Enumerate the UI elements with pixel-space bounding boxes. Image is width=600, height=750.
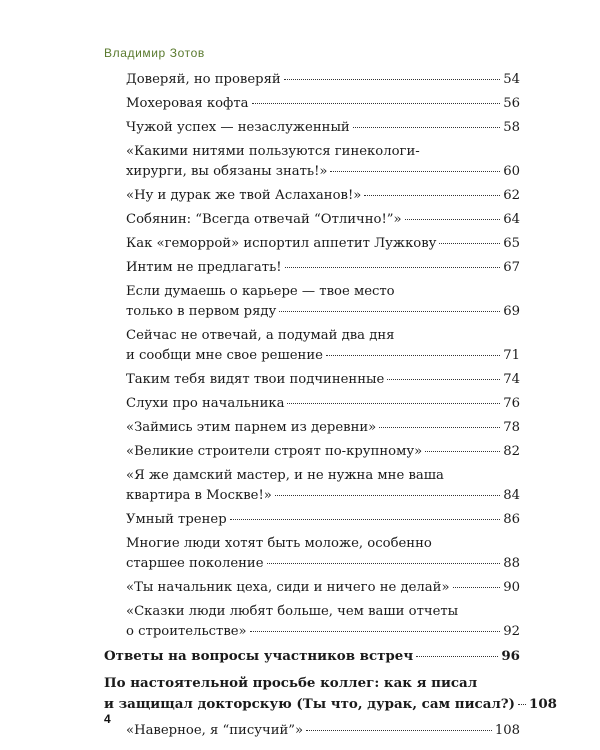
toc-entry	[104, 394, 520, 414]
toc-entry-title: Интим не предлагать!	[126, 260, 282, 275]
toc-entry	[104, 510, 520, 530]
toc-page-number: 54	[503, 72, 520, 87]
toc-page-number: 86	[503, 512, 520, 527]
toc-page-number: 62	[503, 188, 520, 203]
toc-entry-line	[126, 622, 520, 642]
dot-leader	[306, 730, 492, 731]
toc-entry-title: «Ты начальник цеха, сиди и ничего не делай»	[126, 580, 450, 595]
toc-entry-line	[126, 418, 520, 438]
toc-entry	[104, 258, 520, 278]
toc-entry-line	[126, 578, 520, 598]
dot-leader	[453, 587, 501, 588]
dot-leader	[330, 171, 500, 172]
toc-entry	[104, 118, 520, 138]
toc-entry	[104, 534, 520, 574]
dot-leader	[387, 379, 500, 380]
table-of-contents	[104, 70, 557, 745]
toc-entry-title: Ответы на вопросы участников встреч	[104, 648, 414, 664]
dot-leader	[230, 519, 501, 520]
toc-entry-line	[126, 442, 520, 462]
toc-entry-title: «Займись этим парнем из деревни»	[126, 420, 377, 435]
toc-entry	[104, 94, 520, 114]
toc-entry-title: Чужой успех — незаслуженный	[126, 120, 350, 135]
toc-entry-line	[126, 510, 520, 530]
toc-entry	[104, 142, 520, 182]
dot-leader	[379, 427, 500, 428]
toc-page-number: 65	[503, 236, 520, 251]
toc-entry	[104, 210, 520, 230]
toc-page-number: 67	[503, 260, 520, 275]
page-number: 4	[104, 712, 111, 726]
dot-leader	[326, 355, 500, 356]
toc-entry	[104, 602, 520, 642]
toc-entry	[104, 721, 520, 741]
toc-entry	[104, 326, 520, 366]
toc-entry-title: Таким тебя видят твои подчиненные	[126, 372, 385, 387]
toc-page-number: 64	[503, 212, 520, 227]
toc-entry-line	[126, 370, 520, 390]
toc-entry-line	[104, 646, 520, 667]
toc-page-number: 60	[503, 164, 520, 179]
dot-leader	[284, 79, 501, 80]
toc-entry-line	[126, 394, 520, 414]
toc-entry-title: Если думаешь о карьере — твое место	[126, 284, 395, 299]
dot-leader	[279, 311, 500, 312]
toc-page-number: 76	[503, 396, 520, 411]
toc-entry-title: Собянин: “Всегда отвечай “Отлично!”»	[126, 212, 402, 227]
toc-page-number: 74	[503, 372, 520, 387]
toc-entry-line	[126, 721, 520, 741]
toc-entry	[104, 442, 520, 462]
toc-entry-title: Сейчас не отвечай, а подумай два дня	[126, 328, 395, 343]
toc-entry-title: «Ну и дурак же твой Аслаханов!»	[126, 188, 362, 203]
toc-entries	[104, 70, 520, 642]
toc-page-number: 96	[501, 648, 520, 664]
toc-entry-line	[126, 70, 520, 90]
toc-page-number: 58	[503, 120, 520, 135]
toc-entry-line	[126, 302, 520, 322]
toc-entry	[104, 418, 520, 438]
toc-entry	[104, 70, 520, 90]
toc-page-number: 82	[503, 444, 520, 459]
toc-entry-title: По настоятельной просьбе коллег: как я писал	[104, 675, 478, 691]
toc-entry-line	[126, 210, 520, 230]
dot-leader	[285, 267, 501, 268]
dot-leader	[364, 195, 500, 196]
toc-entry-title: Слухи про начальника	[126, 396, 285, 411]
toc-entry-title: хирурги, вы обязаны знать!»	[126, 164, 328, 179]
dot-leader	[250, 631, 501, 632]
toc-section-entry	[104, 646, 520, 667]
toc-entry	[104, 370, 520, 390]
dot-leader	[275, 495, 500, 496]
toc-entry	[104, 186, 520, 206]
running-header-author: Владимир Зотов	[104, 46, 205, 60]
toc-section-entry	[104, 673, 557, 715]
dot-leader	[439, 243, 500, 244]
toc-entry-line	[126, 162, 520, 182]
toc-entry-line	[126, 466, 520, 486]
toc-page-number: 71	[503, 348, 520, 363]
toc-entry-title: Мохеровая кофта	[126, 96, 249, 111]
toc-page-number: 78	[503, 420, 520, 435]
toc-page-number: 108	[529, 696, 557, 712]
toc-entry-line	[104, 673, 520, 694]
toc-page-number: 69	[503, 304, 520, 319]
toc-entry-line	[126, 234, 520, 254]
toc-entry-line	[126, 258, 520, 278]
toc-entry-title: и защищал докторскую (Ты что, дурак, сам писал?)	[104, 696, 515, 712]
toc-entry-line	[126, 554, 520, 574]
toc-page-number: 108	[494, 723, 520, 738]
toc-entry	[104, 578, 520, 598]
toc-entry-title: Многие люди хотят быть моложе, особенно	[126, 536, 432, 551]
toc-entry-title: только в первом ряду	[126, 304, 277, 319]
toc-page-number: 56	[503, 96, 520, 111]
dot-leader	[518, 704, 526, 705]
toc-entry	[104, 234, 520, 254]
dot-leader	[416, 656, 498, 657]
dot-leader	[287, 403, 500, 404]
toc-entry-title: «Какими нитями пользуются гинекологи-	[126, 144, 420, 159]
toc-entry-line	[126, 326, 520, 346]
toc-entry-title: о строительстве»	[126, 624, 247, 639]
toc-entry-title: Умный тренер	[126, 512, 227, 527]
toc-entry-line	[126, 486, 520, 506]
toc-entry-title: и сообщи мне свое решение	[126, 348, 323, 363]
toc-entry-title: старшее поколение	[126, 556, 264, 571]
dot-leader	[267, 563, 501, 564]
toc-page-number: 84	[503, 488, 520, 503]
toc-entry-line	[126, 534, 520, 554]
toc-page-number: 90	[503, 580, 520, 595]
toc-entry-line	[126, 142, 520, 162]
toc-entry-title: Как «геморрой» испортил аппетит Лужкову	[126, 236, 437, 251]
toc-page-number: 92	[503, 624, 520, 639]
toc-entry-title: Доверяй, но проверяй	[126, 72, 281, 87]
dot-leader	[353, 127, 500, 128]
toc-entry-line	[126, 602, 520, 622]
dot-leader	[425, 451, 500, 452]
toc-entry-line	[126, 94, 520, 114]
toc-entry	[104, 466, 520, 506]
toc-entry-title: «Наверное, я “писучий”»	[126, 723, 304, 738]
toc-entry-line	[126, 282, 520, 302]
toc-entry-title: «Я же дамский мастер, и не нужна мне ваша	[126, 468, 444, 483]
toc-entry-line	[126, 186, 520, 206]
toc-entry-title: «Великие строители строят по-крупному»	[126, 444, 423, 459]
toc-entry	[104, 282, 520, 322]
toc-page-number: 88	[503, 556, 520, 571]
dot-leader	[252, 103, 501, 104]
toc-entry-title: «Сказки люди любят больше, чем ваши отчеты	[126, 604, 459, 619]
toc-entry-title: квартира в Москве!»	[126, 488, 272, 503]
toc-entry-line	[126, 346, 520, 366]
dot-leader	[405, 219, 501, 220]
toc-entry-line	[126, 118, 520, 138]
toc-entry-line	[104, 694, 557, 715]
